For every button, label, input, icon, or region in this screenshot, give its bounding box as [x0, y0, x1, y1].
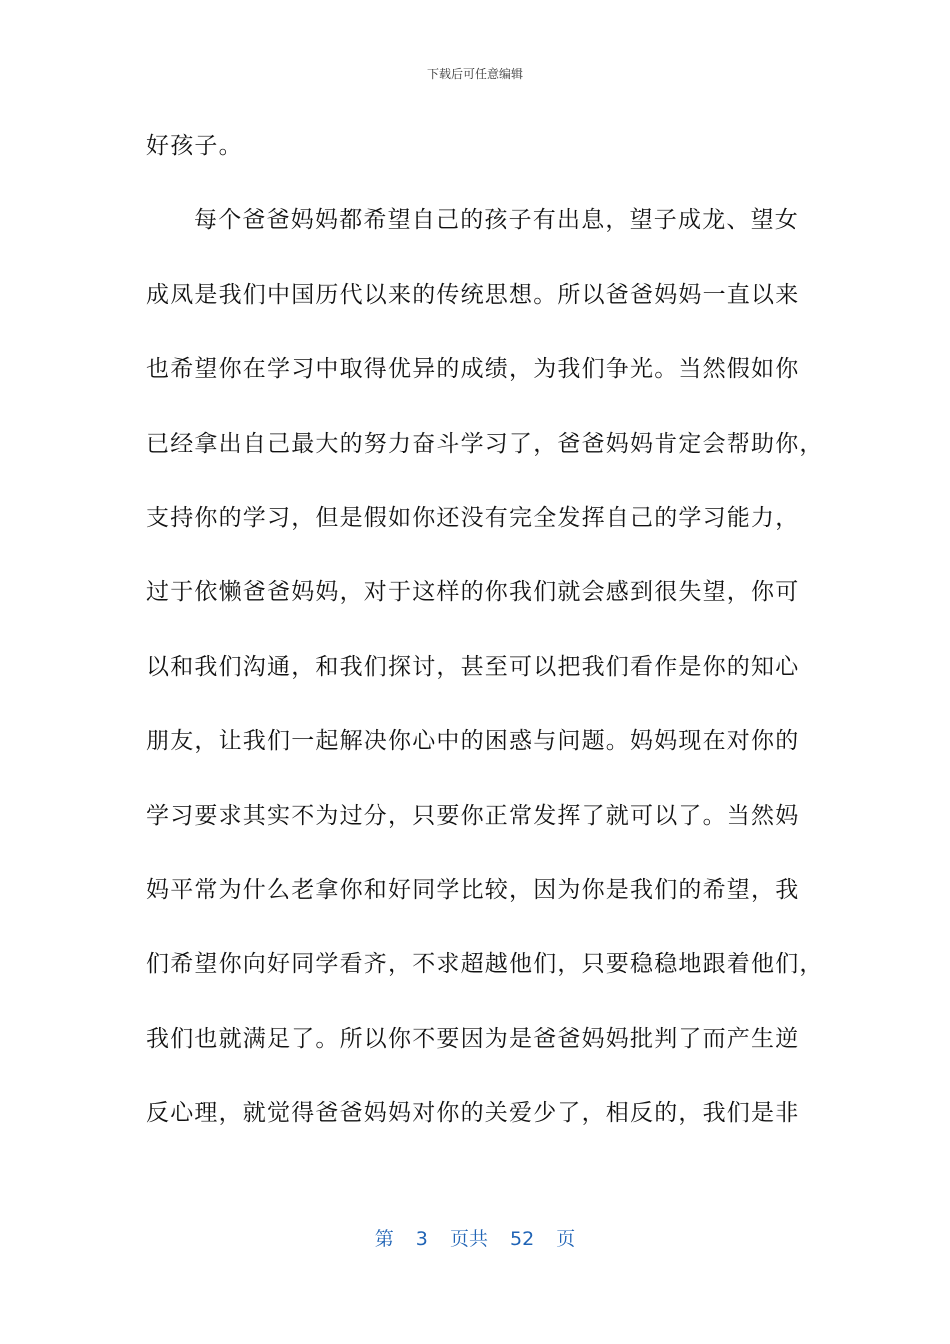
text-line: 朋友，让我们一起解决你心中的困惑与问题。妈妈现在对你的	[146, 728, 800, 755]
text-line: 每个爸爸妈妈都希望自己的孩子有出息，望子成龙、望女	[194, 207, 799, 234]
footer-prefix: 第	[374, 1228, 394, 1250]
current-page-number: 3	[415, 1228, 428, 1250]
text-line: 反心理，就觉得爸爸妈妈对你的关爱少了，相反的，我们是非	[146, 1100, 800, 1127]
footer-suffix: 页	[556, 1228, 576, 1250]
page-footer	[0, 1226, 950, 1252]
page-header: 下载后可任意编辑	[426, 67, 523, 81]
text-line: 我们也就满足了。所以你不要因为是爸爸妈妈批判了而产生逆	[146, 1025, 800, 1052]
text-line: 学习要求其实不为过分，只要你正常发挥了就可以了。当然妈	[146, 802, 800, 829]
text-line: 已经拿出自己最大的努力奋斗学习了，爸爸妈妈肯定会帮助你，	[146, 430, 824, 457]
text-line: 支持你的学习，但是假如你还没有完全发挥自己的学习能力，	[146, 504, 800, 531]
document-body	[146, 126, 826, 1167]
text-line: 过于依懒爸爸妈妈，对于这样的你我们就会感到很失望，你可	[146, 579, 800, 606]
text-line: 好孩子。	[146, 133, 243, 159]
text-line: 们希望你向好同学看齐，不求超越他们，只要稳稳地跟着他们，	[146, 951, 824, 978]
text-line: 也希望你在学习中取得优异的成绩，为我们争光。当然假如你	[146, 356, 800, 383]
total-pages-number: 52	[510, 1228, 535, 1250]
text-line: 成凤是我们中国历代以来的传统思想。所以爸爸妈妈一直以来	[146, 281, 800, 308]
text-line: 以和我们沟通，和我们探讨，甚至可以把我们看作是你的知心	[146, 653, 800, 680]
text-line: 妈平常为什么老拿你和好同学比较，因为你是我们的希望，我	[146, 876, 800, 903]
footer-middle: 页共	[449, 1228, 488, 1250]
